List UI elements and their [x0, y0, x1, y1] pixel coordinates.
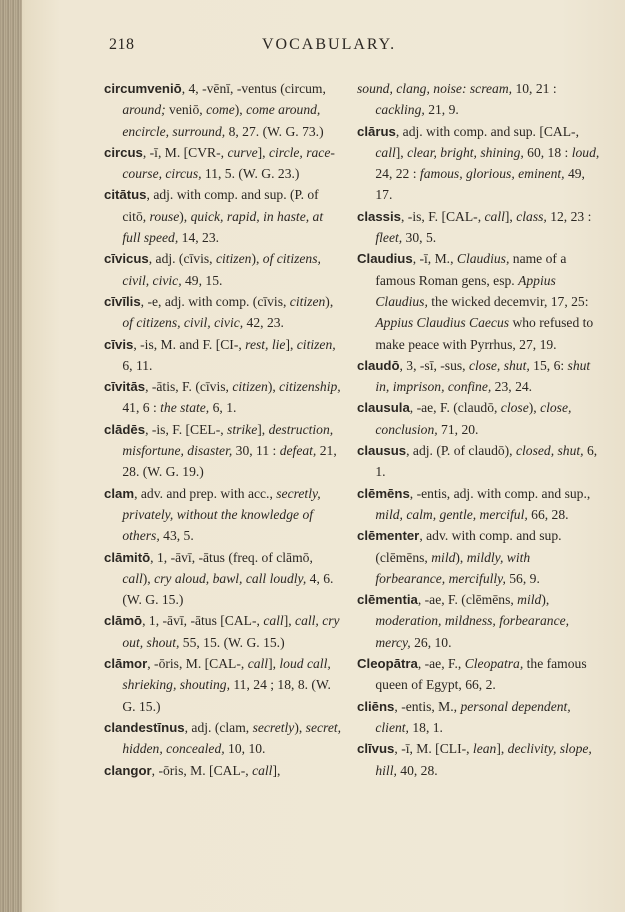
entry-text: 30, 11 : — [232, 443, 280, 459]
entry-text: ], — [504, 208, 517, 224]
entry-text: 71, 20. — [437, 421, 479, 437]
entry-definition: mild, calm, gentle, merciful, — [375, 506, 528, 522]
entry-text: , adj. with comp. and sup. [CAL-, — [395, 123, 579, 139]
entry-text: ), — [294, 719, 306, 735]
entry-definition: rest, lie — [245, 336, 286, 352]
entry-headword: cliēns — [357, 698, 395, 714]
entry-text: , 1, -āvī, -ātus [CAL-, — [142, 613, 264, 629]
dictionary-entry — [357, 525, 602, 589]
entry-definition: call — [263, 613, 284, 629]
entry-text: , 4, -vēnī, -ventus (circum, — [181, 81, 326, 96]
entry-text: , -is, M. and F. [CI-, — [133, 336, 246, 352]
entry-definition: close, conclusion, — [375, 400, 572, 437]
dictionary-entry — [357, 483, 602, 526]
entry-definition: the state, — [160, 400, 210, 416]
entry-text: 49, 15. — [181, 272, 223, 288]
entry-definition: around; — [122, 102, 166, 118]
dictionary-entry — [357, 653, 602, 696]
dictionary-entry — [104, 376, 344, 419]
entry-text: 11, 24 ; 18, 8. (W. G. 15.) — [122, 677, 331, 714]
entry-text: 10, 10. — [224, 741, 266, 757]
entry-text: , 3, -sī, -sus, — [399, 357, 469, 373]
entry-text: ], — [283, 613, 296, 629]
entry-text: , adj. (cīvis, — [148, 251, 216, 267]
entry-definition: moderation, mildness, forbearance, mercy, — [375, 613, 570, 650]
entry-headword: clausus — [357, 443, 407, 459]
entry-definition: call, cry out, shout, — [122, 613, 340, 650]
entry-definition: citizen — [215, 251, 252, 267]
entry-definition: lean — [472, 741, 497, 757]
entry-definition: mild — [517, 592, 542, 608]
entry-text: , -ōris, M. [CAL-, — [147, 656, 248, 672]
dictionary-entry — [357, 248, 602, 354]
entry-definition: shut in, imprison, confine, — [375, 357, 591, 395]
entry-text: , -ātis, F. (cīvis, — [145, 379, 233, 395]
entry-headword: clausula — [357, 400, 410, 416]
dictionary-entry — [104, 717, 344, 760]
entry-definition: call — [247, 656, 269, 672]
entry-text: ), — [251, 251, 263, 267]
entry-headword: claudō — [357, 357, 400, 373]
entry-headword: cīvīlis — [104, 293, 141, 309]
entry-text: , -ae, F., — [417, 656, 465, 672]
entry-text: 56, 9. — [505, 570, 540, 586]
entry-text: ], — [272, 762, 281, 778]
entry-headword: Claudius — [357, 251, 413, 267]
entry-text: 40, 28. — [396, 762, 438, 778]
entry-definition: strike — [227, 421, 258, 437]
entry-definition: of citizens, civil, civic, — [122, 251, 321, 288]
entry-definition: declivity, slope, hill, — [375, 741, 592, 778]
entry-text: , adj. (P. of claudō), — [406, 443, 516, 459]
entry-definition: secretly — [252, 719, 295, 735]
dictionary-entry — [104, 610, 344, 653]
dictionary-entry — [104, 291, 344, 334]
entry-definition: rouse — [149, 208, 180, 224]
entry-definition: come — [206, 102, 235, 118]
entry-definition: mild — [431, 549, 456, 565]
dictionary-entry — [357, 206, 602, 249]
entry-definition: citizenship, — [279, 379, 341, 395]
entry-text: , -ī, M. [CLI-, — [394, 741, 473, 757]
entry-text: 49, 17. — [375, 166, 585, 203]
entry-text: ), — [455, 549, 467, 565]
entry-headword: circumveniō — [104, 81, 182, 96]
entry-definition: mildly, with forbearance, mercifully, — [375, 549, 531, 586]
entry-text: 66, 28. — [527, 506, 569, 522]
entry-definition: of citizens, civil, civic, — [122, 315, 244, 331]
entry-headword: clīvus — [357, 741, 395, 757]
entry-definition: call — [252, 762, 273, 778]
entry-text: , adv. and prep. with acc., — [134, 485, 277, 501]
entry-text: the wicked decemvir, 17, 25: — [427, 293, 589, 309]
entry-definition: circle, race-course, circus, — [122, 144, 335, 182]
entry-headword: clēmentia — [357, 592, 418, 608]
entry-text: ), — [267, 379, 280, 395]
entry-text: , -e, adj. with comp. (cīvis, — [140, 293, 290, 309]
entry-definition: closed, shut, — [515, 443, 584, 459]
entry-text: ), — [325, 293, 334, 309]
entry-headword: citātus — [104, 187, 147, 203]
right-column — [357, 78, 602, 781]
entry-text: , adj. with comp. and sup. (P. of citō, — [122, 187, 319, 224]
entry-definition: secretly, privately, without the knowledge of others, — [122, 485, 321, 544]
entry-headword: cīvitās — [104, 379, 146, 395]
entry-text: , -ī, M., — [412, 251, 457, 267]
dictionary-entry — [357, 355, 602, 398]
entry-text: 14, 23. — [178, 230, 220, 246]
dictionary-entry — [357, 696, 602, 739]
entry-text: 60, 18 : — [523, 144, 572, 160]
entry-headword: Cleopātra — [357, 656, 418, 672]
dictionary-entry — [357, 738, 602, 781]
entry-definition: clear, bright, shining, — [407, 144, 524, 160]
entry-text: , 1, -āvī, -ātus (freq. of clāmō, — [150, 549, 313, 565]
entry-text: ), — [234, 102, 247, 118]
entry-definition: defeat, — [279, 443, 317, 459]
entry-definition: cackling, — [375, 102, 425, 118]
entry-headword: clangor — [104, 762, 152, 778]
page-number: 218 — [109, 36, 135, 53]
entry-text: 6, 1. — [375, 443, 598, 480]
entry-headword: classis — [357, 208, 401, 224]
entry-text: veniō, — [165, 102, 207, 118]
entry-headword: clārus — [357, 123, 396, 139]
entry-headword: clāmor — [104, 656, 148, 672]
entry-definition: come around, encircle, surround, — [122, 102, 321, 139]
dictionary-entry — [104, 547, 344, 611]
entry-text: ), — [179, 208, 191, 224]
entry-text: 10, 21 : — [512, 81, 557, 96]
dictionary-entry — [104, 184, 344, 248]
entry-text: 55, 15. (W. G. 15.) — [179, 634, 285, 650]
dictionary-entry — [104, 334, 344, 377]
entry-headword: clāmō — [104, 613, 143, 629]
entry-text: , -ae, F. (clēmēns, — [417, 592, 518, 608]
entry-text: 42, 23. — [243, 315, 284, 331]
dictionary-entry — [357, 397, 602, 440]
entry-text: ], — [496, 741, 508, 757]
entry-text: 18, 1. — [408, 719, 443, 735]
entry-text: ], — [268, 656, 280, 672]
entry-definition: quick, rapid, in haste, at full speed, — [122, 208, 324, 246]
entry-text: 15, 6: — [529, 357, 568, 373]
entry-definition: citizen — [232, 379, 268, 395]
entry-text: ], — [257, 421, 269, 437]
entry-definition: citizen — [289, 293, 326, 309]
entry-headword: cīvicus — [104, 251, 149, 267]
entry-definition: Cleopatra, — [464, 656, 524, 672]
dictionary-entry — [104, 483, 344, 547]
entry-definition: sound, clang, noise: scream, — [357, 81, 513, 96]
entry-text: ), — [541, 592, 550, 608]
entry-headword: clēmenter — [357, 528, 420, 544]
entry-text: , -is, F. [CEL-, — [145, 421, 228, 437]
entry-definition: Appius Claudius, — [375, 272, 556, 309]
entry-definition: destruction, misfortune, disaster, — [122, 421, 334, 459]
entry-definition: close, shut, — [468, 357, 530, 373]
entry-text: 26, 10. — [410, 634, 452, 650]
dictionary-entry — [104, 142, 344, 185]
dictionary-entry — [357, 78, 602, 121]
entry-definition: cry aloud, bawl, call loudly, — [154, 570, 307, 586]
dictionary-entry — [104, 78, 344, 142]
entry-headword: circus — [104, 144, 143, 160]
dictionary-entry — [357, 440, 602, 483]
entry-text: ], — [257, 144, 269, 160]
entry-text: 24, 22 : — [375, 166, 420, 182]
entry-definition: call — [122, 570, 143, 586]
entry-text: ], — [285, 336, 297, 352]
entry-text: , adj. (clam, — [184, 719, 253, 735]
entry-headword: clāmitō — [104, 549, 151, 565]
entry-text: 23, 24. — [491, 379, 533, 395]
entry-definition: loud, — [571, 144, 600, 160]
entry-text: 30, 5. — [402, 230, 437, 246]
entry-definition: personal dependent, client, — [375, 698, 571, 735]
entry-text: , adv. with comp. and sup. (clēmēns, — [375, 528, 562, 565]
entry-text: , -entis, M., — [394, 698, 461, 714]
entry-text: 21, 9. — [424, 102, 459, 118]
entry-headword: cīvis — [104, 336, 134, 352]
entry-headword: clēmēns — [357, 485, 410, 501]
entry-text: 43, 5. — [159, 528, 194, 544]
dictionary-entry — [104, 653, 344, 717]
entry-text: ), — [528, 400, 541, 416]
entry-definition: Appius Claudius Caecus — [375, 315, 510, 331]
entry-headword: clam — [104, 485, 135, 501]
entry-definition: call — [375, 144, 396, 160]
entry-definition: citizen, — [296, 336, 336, 352]
entry-text: , -ī, M. [CVR-, — [142, 144, 228, 160]
entry-definition: class, — [516, 208, 547, 224]
entry-text: ], — [395, 144, 408, 160]
dictionary-entry — [357, 589, 602, 653]
dictionary-entry — [357, 121, 602, 206]
entry-definition: fleet, — [375, 230, 403, 246]
entry-text: 6, 1. — [209, 400, 237, 416]
entry-text: ), — [142, 570, 155, 586]
entry-definition: famous, glorious, eminent, — [419, 166, 565, 182]
entry-text: 8, 27. (W. G. 73.) — [225, 123, 324, 139]
dictionary-entry — [104, 419, 344, 483]
page-title: VOCABULARY. — [262, 36, 397, 53]
entry-definition: curve — [227, 144, 258, 160]
entry-definition: call — [484, 208, 505, 224]
entry-headword: clandestīnus — [104, 719, 185, 735]
entry-text: 4, 6. (W. G. 15.) — [122, 570, 334, 608]
entry-text: 11, 5. (W. G. 23.) — [201, 166, 300, 182]
left-column — [104, 78, 344, 781]
entry-text: 12, 23 : — [546, 208, 592, 224]
entry-text: , -ōris, M. [CAL-, — [151, 762, 253, 778]
dictionary-entry — [104, 760, 344, 781]
entry-definition: loud call, shrieking, shouting, — [122, 656, 331, 693]
entry-headword: clādēs — [104, 421, 146, 437]
entry-text: the famous queen of Egypt, 66, 2. — [375, 656, 587, 693]
entry-text: 21, 28. (W. G. 19.) — [122, 443, 337, 480]
entry-text: , -entis, adj. with comp. and sup., — [409, 485, 591, 501]
entry-text: 6, 11. — [122, 357, 153, 373]
entry-definition: Claudius, — [456, 251, 510, 267]
entry-text: , -ae, F. (claudō, — [409, 400, 501, 416]
entry-text: , -is, F. [CAL-, — [401, 208, 485, 224]
entry-text: name of a famous Roman gens, esp. — [375, 251, 567, 288]
entry-definition: close — [500, 400, 529, 416]
book-spine-edge — [0, 0, 22, 912]
dictionary-entry — [104, 248, 344, 291]
entry-definition: secret, hidden, concealed, — [122, 719, 342, 757]
entry-text: 41, 6 : — [122, 400, 161, 416]
entry-text: who refused to make peace with Pyrrhus, 27, 19. — [375, 315, 594, 352]
